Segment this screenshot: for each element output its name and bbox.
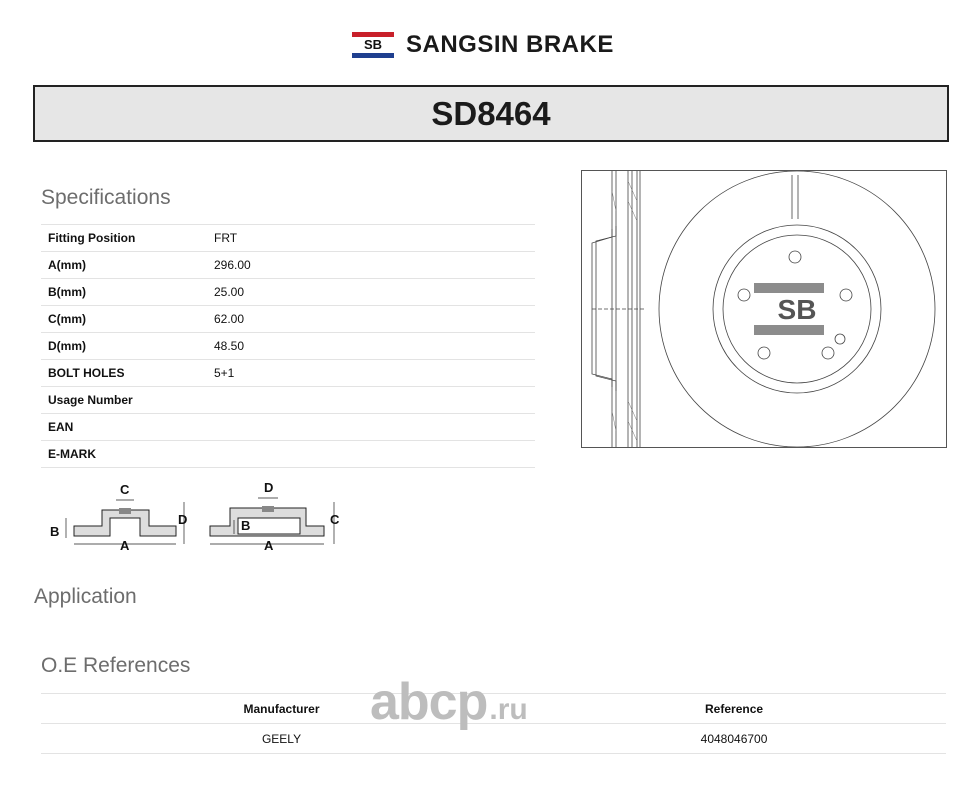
reference-cell: 4048046700 [522,724,946,754]
spec-value: 5+1 [207,360,535,387]
spec-row [41,333,535,360]
diagram-left-label-c: C [120,482,130,497]
sangsin-logo-icon [352,32,394,58]
brand-header [352,30,614,60]
spec-row [41,441,535,468]
watermark [370,672,528,732]
spec-value [207,414,535,441]
spec-row [41,252,535,279]
oe-references-title: O.E References [41,654,191,677]
spec-row [41,360,535,387]
diagram-right-label-a: A [264,538,274,553]
spec-row [41,225,535,252]
diagram-left-label-a: A [120,538,130,553]
part-number: SD8464 [431,94,551,132]
reference-header: Reference [522,694,946,724]
spec-key: EAN [41,414,207,441]
spec-key: BOLT HOLES [41,360,207,387]
brand-name: SANGSIN BRAKE [406,31,614,58]
watermark-main: abcp [370,673,488,731]
spec-value: 48.50 [207,333,535,360]
spec-value: 296.00 [207,252,535,279]
diagram-left-label-b: B [50,524,60,539]
spec-value [207,441,535,468]
spec-key: Fitting Position [41,225,207,252]
diagram-right-label-d: D [264,480,274,495]
dimension-diagrams [44,478,354,563]
spec-row [41,414,535,441]
logo-text: SB [363,37,383,52]
spec-row [41,306,535,333]
spec-row [41,387,535,414]
specifications-table [41,224,535,468]
manufacturer-header: Manufacturer [41,694,522,724]
spec-key: E-MARK [41,441,207,468]
spec-value [207,387,535,414]
spec-key: D(mm) [41,333,207,360]
spec-key: C(mm) [41,306,207,333]
spec-key: B(mm) [41,279,207,306]
spec-key: Usage Number [41,387,207,414]
spec-value: FRT [207,225,535,252]
brake-disc-icon [582,171,946,447]
brake-disc-drawing [581,170,947,448]
diagram-right-label-b: B [241,518,251,533]
spec-value: 25.00 [207,279,535,306]
application-title: Application [34,585,137,608]
part-number-banner [33,85,949,142]
diagram-left-label-d: D [178,512,188,527]
dimension-diagram-icon [44,478,354,558]
diagram-right-label-c: C [330,512,340,527]
drawing-logo-text: SB [777,294,817,325]
manufacturer-cell: GEELY [41,724,522,754]
specifications-title: Specifications [41,186,171,209]
spec-value: 62.00 [207,306,535,333]
spec-row [41,279,535,306]
spec-key: A(mm) [41,252,207,279]
watermark-tld: .ru [489,693,528,726]
